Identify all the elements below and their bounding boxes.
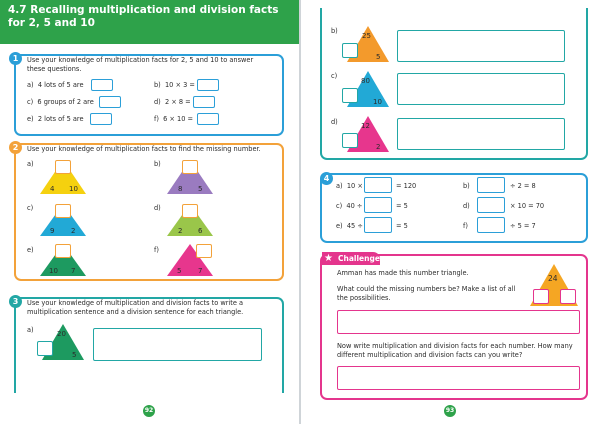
question-1-number: 1 bbox=[9, 52, 22, 65]
q4-item-c: c) 40 ÷ bbox=[336, 202, 363, 210]
q3-label-a: a) bbox=[27, 326, 34, 334]
q4-answer-box-e[interactable] bbox=[364, 217, 392, 233]
q2-answer-box-a[interactable] bbox=[55, 160, 71, 174]
q2-label-f: f) bbox=[154, 246, 159, 254]
q2-answer-box-b[interactable] bbox=[182, 160, 198, 174]
question-2-instruction: Use your knowledge of multiplication facts to find the missing number. bbox=[27, 145, 261, 153]
challenge-question-1: What could the missing numbers be? Make a list of all the possibilities. bbox=[337, 285, 516, 302]
q4-answer-box-d[interactable] bbox=[477, 197, 505, 213]
q3-triangle-a-box[interactable] bbox=[37, 341, 53, 356]
q4-item-c-after: = 5 bbox=[396, 202, 408, 210]
q2-triangle-b-right: 5 bbox=[198, 185, 203, 193]
q2-triangle-c-left: 9 bbox=[50, 227, 55, 235]
q4-item-d-after: × 10 = 70 bbox=[510, 202, 545, 210]
question-2-number: 2 bbox=[9, 141, 22, 154]
q2-triangle-a-right: 10 bbox=[69, 185, 78, 193]
q1-answer-box-d[interactable] bbox=[193, 96, 215, 108]
question-4-number: 4 bbox=[320, 172, 333, 185]
q1-item-b: b) 10 × 3 = bbox=[154, 81, 195, 89]
q2-triangle-f-right: 7 bbox=[198, 267, 203, 275]
q2-answer-box-f[interactable] bbox=[196, 244, 212, 258]
q3-answer-box-c[interactable] bbox=[397, 73, 565, 105]
q1-answer-box-b[interactable] bbox=[197, 79, 219, 91]
page-number-left: 92 bbox=[143, 405, 155, 417]
q1-item-d: d) 2 × 8 = bbox=[154, 98, 191, 106]
challenge-title: Challenge bbox=[338, 254, 380, 263]
q2-label-a: a) bbox=[27, 160, 34, 168]
q4-item-b-after: ÷ 2 = 8 bbox=[510, 182, 536, 190]
q3-answer-box-d[interactable] bbox=[397, 118, 565, 150]
challenge-answer-box-2[interactable] bbox=[337, 366, 580, 390]
q3-triangle-d-top: 12 bbox=[361, 122, 370, 130]
q2-triangle-d-left: 2 bbox=[178, 227, 183, 235]
q2-label-b: b) bbox=[154, 160, 161, 168]
q4-label-d: d) bbox=[463, 202, 470, 210]
q1-answer-box-a[interactable] bbox=[91, 79, 113, 91]
q3-triangle-b-box[interactable] bbox=[342, 43, 358, 58]
q2-answer-box-d[interactable] bbox=[182, 204, 198, 218]
q2-triangle-a-left: 4 bbox=[50, 185, 55, 193]
star-icon: ★ bbox=[324, 253, 333, 264]
q1-answer-box-c[interactable] bbox=[99, 96, 121, 108]
q3-answer-box-b[interactable] bbox=[397, 30, 565, 62]
challenge-triangle-top: 24 bbox=[548, 274, 558, 283]
q3-label-c: c) bbox=[331, 72, 338, 80]
q3-triangle-d-box[interactable] bbox=[342, 133, 358, 148]
q4-answer-box-c[interactable] bbox=[364, 197, 392, 213]
q2-triangle-e-right: 7 bbox=[71, 267, 76, 275]
question-1-instruction: Use your knowledge of multiplication facts for 2, 5 and 10 to answer these questions. bbox=[27, 56, 254, 73]
q1-item-a: a) 4 lots of 5 are bbox=[27, 81, 84, 89]
q4-answer-box-a[interactable] bbox=[364, 177, 392, 193]
q3-triangle-b-right: 5 bbox=[376, 53, 381, 61]
q1-item-f: f) 6 × 10 = bbox=[154, 115, 194, 123]
q3-triangle-d-right: 2 bbox=[376, 143, 381, 151]
q2-triangle-c-right: 2 bbox=[71, 227, 76, 235]
challenge-question-2: Now write multiplication and division facts for each number. How many different multiplication and division facts can you write? bbox=[337, 342, 573, 359]
q1-answer-box-f[interactable] bbox=[197, 113, 219, 125]
q1-answer-box-e[interactable] bbox=[90, 113, 112, 125]
q4-item-a-after: = 120 bbox=[396, 182, 417, 190]
section-header bbox=[0, 0, 299, 44]
q3-triangle-c-box[interactable] bbox=[342, 88, 358, 103]
q2-triangle-e-left: 10 bbox=[49, 267, 58, 275]
question-3-instruction: Use your knowledge of multiplication and division facts to write a multiplication sentence and a division sentence for each triangle. bbox=[27, 299, 244, 316]
q4-label-b: b) bbox=[463, 182, 470, 190]
q2-label-c: c) bbox=[27, 204, 34, 212]
challenge-intro: Amman has made this number triangle. bbox=[337, 269, 469, 277]
q4-item-e-after: = 5 bbox=[396, 222, 408, 230]
book-spine bbox=[299, 0, 301, 424]
q4-answer-box-f[interactable] bbox=[477, 217, 505, 233]
q3-triangle-a-right: 5 bbox=[72, 351, 77, 359]
q4-answer-box-b[interactable] bbox=[477, 177, 505, 193]
q4-item-e: e) 45 ÷ bbox=[336, 222, 363, 230]
question-3-number: 3 bbox=[9, 295, 22, 308]
q3-answer-box-a[interactable] bbox=[93, 328, 262, 361]
q4-item-a: a) 10 × bbox=[336, 182, 363, 190]
q1-item-c: c) 6 groups of 2 are bbox=[27, 98, 94, 106]
q3-triangle-b-top: 25 bbox=[362, 32, 371, 40]
q2-answer-box-e[interactable] bbox=[55, 244, 71, 258]
q3-triangle-c-top: 80 bbox=[361, 77, 370, 85]
section-title-line-2: for 2, 5 and 10 bbox=[8, 17, 95, 29]
q2-label-d: d) bbox=[154, 204, 161, 212]
challenge-triangle-box-right[interactable] bbox=[560, 289, 576, 304]
challenge-tab bbox=[322, 252, 380, 265]
q3-triangle-a-top: 20 bbox=[57, 330, 66, 338]
q3-label-b: b) bbox=[331, 27, 338, 35]
q2-triangle-d-right: 6 bbox=[198, 227, 203, 235]
page-number-right: 93 bbox=[444, 405, 456, 417]
q4-item-f-after: ÷ 5 = 7 bbox=[510, 222, 536, 230]
section-title-line-1: 4.7 Recalling multiplication and division facts bbox=[8, 4, 279, 16]
q3-triangle-c-right: 10 bbox=[373, 98, 382, 106]
q4-label-f: f) bbox=[463, 222, 468, 230]
q1-item-e: e) 2 lots of 5 are bbox=[27, 115, 84, 123]
challenge-triangle-box-left[interactable] bbox=[533, 289, 549, 304]
q2-triangle-b-left: 8 bbox=[178, 185, 183, 193]
q2-triangle-f-left: 5 bbox=[177, 267, 182, 275]
q2-answer-box-c[interactable] bbox=[55, 204, 71, 218]
q3-label-d: d) bbox=[331, 118, 338, 126]
q2-label-e: e) bbox=[27, 246, 34, 254]
challenge-answer-box-1[interactable] bbox=[337, 310, 580, 334]
